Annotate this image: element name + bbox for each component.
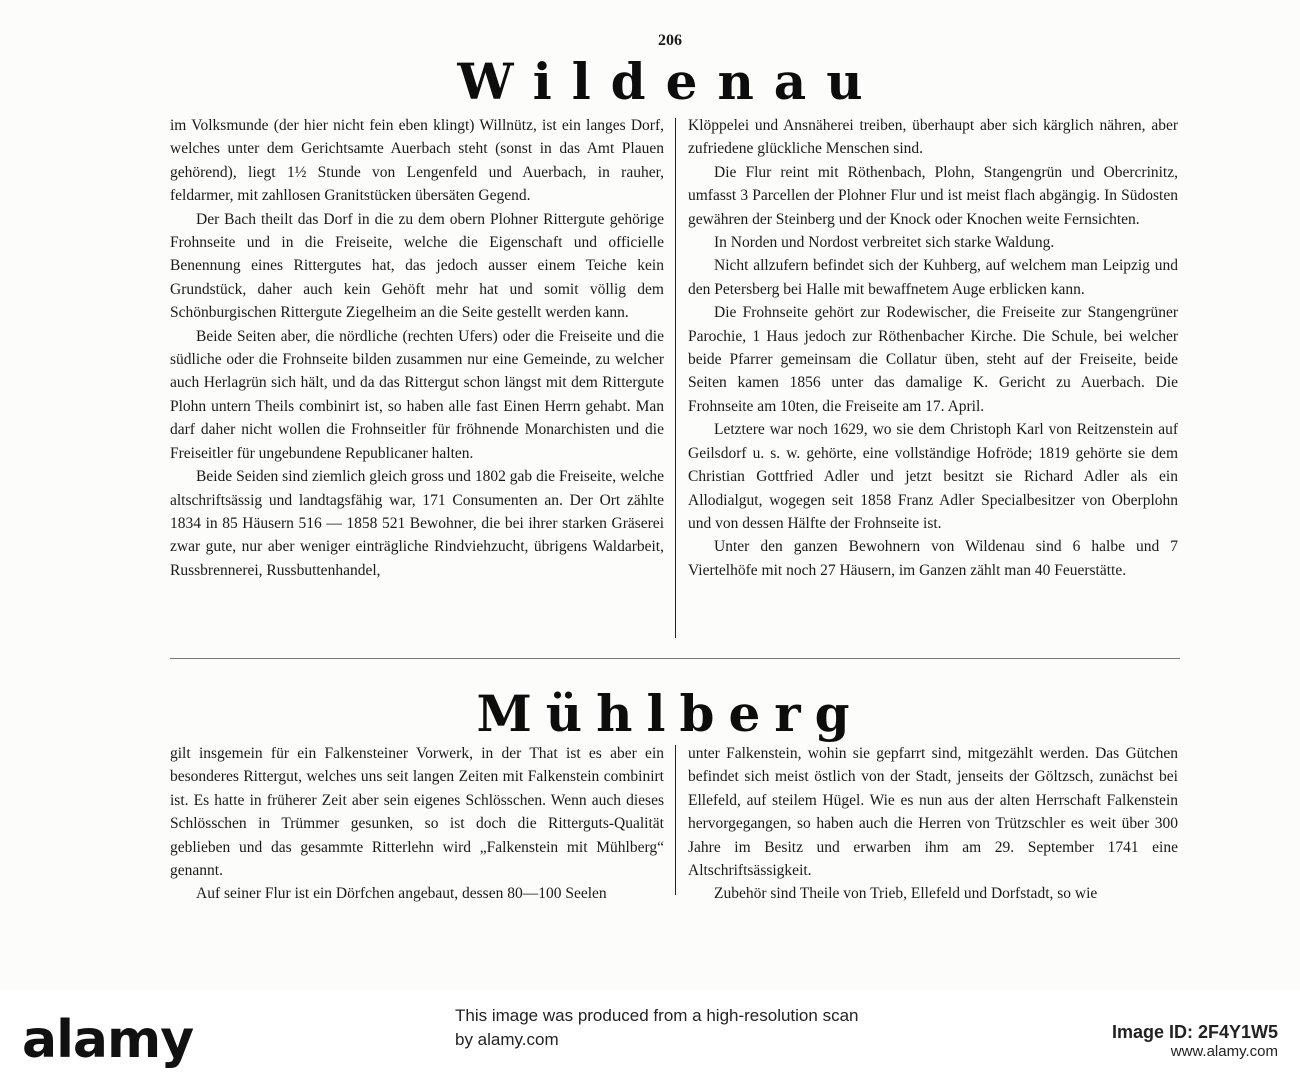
section-title-wildenau: Wildenau: [457, 52, 883, 111]
alamy-logo[interactable]: alamy: [22, 1010, 194, 1070]
caption-line-2: by alamy.com: [455, 1030, 559, 1049]
muehlberg-left-column: [170, 742, 664, 906]
paragraph: Beide Seiden sind ziemlich gleich gross und 1802 gab die Freiseite, welche altschriftsässig und landtagsfähig war, 171 Consumenten an. Der Ort zählte 1834 in 85 Häusern 516 — 1858 521 Bewohner, die bei ihrer starken Gräserei zwar gute, nur aber weniger einträgliche Rindviehzucht, übrigens Waldarbeit, Russbrennerei, Russbuttenhandel,: [170, 468, 664, 579]
paragraph: Der Bach theilt das Dorf in die zu dem obern Plohner Rittergute gehörige Frohnseite und in die Freiseite, welche die Eigenschaft und officielle Benennung eines Rittergutes hat, das jedoch ausser einem Teiche kein Grundstück, daher auch kein Gehöft mehr hat und somit völlig dem Schönburgischen Rittergute Ziegelheim an die Seite gestellt werden kann.: [170, 210, 664, 322]
site-link[interactable]: www.alamy.com: [1170, 1043, 1278, 1060]
paragraph: Die Flur reint mit Röthenbach, Plohn, Stangengrün und Obercrinitz, umfasst 3 Parcellen der Plohner Flur und ist meist flach abgängig. In Südosten gewähren der Steinberg und der Knock oder Knochen weite Fernsichten.: [688, 163, 1178, 228]
wildenau-left-column: [170, 114, 664, 582]
paragraph: Nicht allzufern befindet sich der Kuhberg, auf welchem man Leipzig und den Petersberg bei Halle mit bewaffnetem Auge erblicken kann.: [688, 257, 1178, 298]
paragraph: Die Frohnseite gehört zur Rodewischer, die Freiseite zur Stangengrüner Parochie, 1 Haus jedoch zur Röthenbacher Kirche. Die Schule, bei welcher beide Pfarrer gemeinsam die Collatur üben, steht auf der Freiseite, beide Seiten kamen 1856 unter das damalige K. Gericht zu Auerbach. Die Frohnseite am 10ten, die Freiseite am 17. April.: [688, 304, 1178, 415]
section-separator: [170, 658, 1180, 659]
wildenau-right-column: [688, 114, 1178, 582]
paragraph: Zubehör sind Theile von Trieb, Ellefeld und Dorfstadt, so wie: [714, 885, 1098, 903]
image-info: [1112, 1022, 1278, 1060]
image-id: Image ID: 2F4Y1W5: [1111, 1022, 1278, 1042]
section-title-muehlberg: Mühlberg: [476, 684, 864, 743]
paragraph: Letztere war noch 1629, wo sie dem Christoph Karl von Reitzenstein auf Geilsdorf u. s. w. gehörte, eine vollständige Hofröde; 1819 gehörte sie dem Christian Gottfried Adler und jetzt besitzt sie Richard Adler als ein Allodialgut, wogegen seit 1858 Franz Adler Specialbesitzer von Oberplohn und von dessen Hälfte der Frohnseite ist.: [688, 421, 1178, 532]
paragraph: Auf seiner Flur ist ein Dörfchen angebaut, dessen 80—100 Seelen: [196, 885, 607, 903]
column-divider: [675, 118, 676, 638]
paragraph: gilt insgemein für ein Falkensteiner Vorwerk, in der That ist es aber ein besonderes Rittergut, welches uns seit langen Zeiten mit Falkenstein combinirt ist. Es hatte in früherer Zeit aber sein eigenes Schlösschen. Wenn auch dieses Schlösschen in Trümmer gesunken, so ist doch die Ritterguts-Qualität geblieben und das gesammte Ritterlehn wird „Falkenstein mit Mühlberg“ genannt.: [170, 745, 664, 880]
muehlberg-right-column: [688, 742, 1178, 906]
paragraph: unter Falkenstein, wohin sie gepfarrt sind, mitgezählt werden. Das Gütchen befindet sich meist östlich von der Stadt, jenseits der Göltzsch, zunächst bei Ellefeld, auf steilem Hügel. Wie es nun aus der alten Herrschaft Falkenstein hervorgegangen, so haben auch die Herren von Trützschler es weit über 300 Jahre im Besitz und erwarben ihm am 29. September 1741 eine Altschriftsässigkeit.: [688, 745, 1178, 880]
page-number: 206: [658, 32, 682, 49]
paragraph: Klöppelei und Ansnäherei treiben, überhaupt aber sich kärglich nähren, aber zufriedene glückliche Menschen sind.: [688, 117, 1178, 158]
column-divider: [675, 745, 676, 895]
paragraph: In Norden und Nordost verbreitet sich starke Waldung.: [714, 234, 1055, 252]
paragraph: Unter den ganzen Bewohnern von Wildenau sind 6 halbe und 7 Viertelhöfe mit noch 27 Häusern, im Ganzen zählt man 40 Feuerstätte.: [688, 538, 1178, 579]
paragraph: im Volksmunde (der hier nicht fein eben klingt) Willnütz, ist ein langes Dorf, welches unter dem Gerichtsamte Auerbach steht (sonst in das Amt Plauen gehörend), liegt 1½ Stunde von Lengenfeld und Auerbach, in rauher, feldarmer, mit zahllosen Granitstücken übersäten Gegend.: [170, 117, 664, 205]
caption-line-1: This image was produced from a high-resolution scan: [455, 1006, 859, 1025]
footer-caption: [455, 1004, 858, 1052]
paragraph: Beide Seiten aber, die nördliche (rechten Ufers) oder die Freiseite und die südliche oder die Frohnseite bilden zusammen nur eine Gemeinde, zu welcher auch Herlagrün sich hält, und da das Rittergut schon längst mit dem Rittergute Plohn untern Theils combinirt ist, so haben alle fast Einen Herrn gehabt. Man darf daher nicht wollen die Frohnseitler für fröhnende Monarchisten und die Freiseitler für ungebundene Republicaner halten.: [170, 327, 664, 462]
